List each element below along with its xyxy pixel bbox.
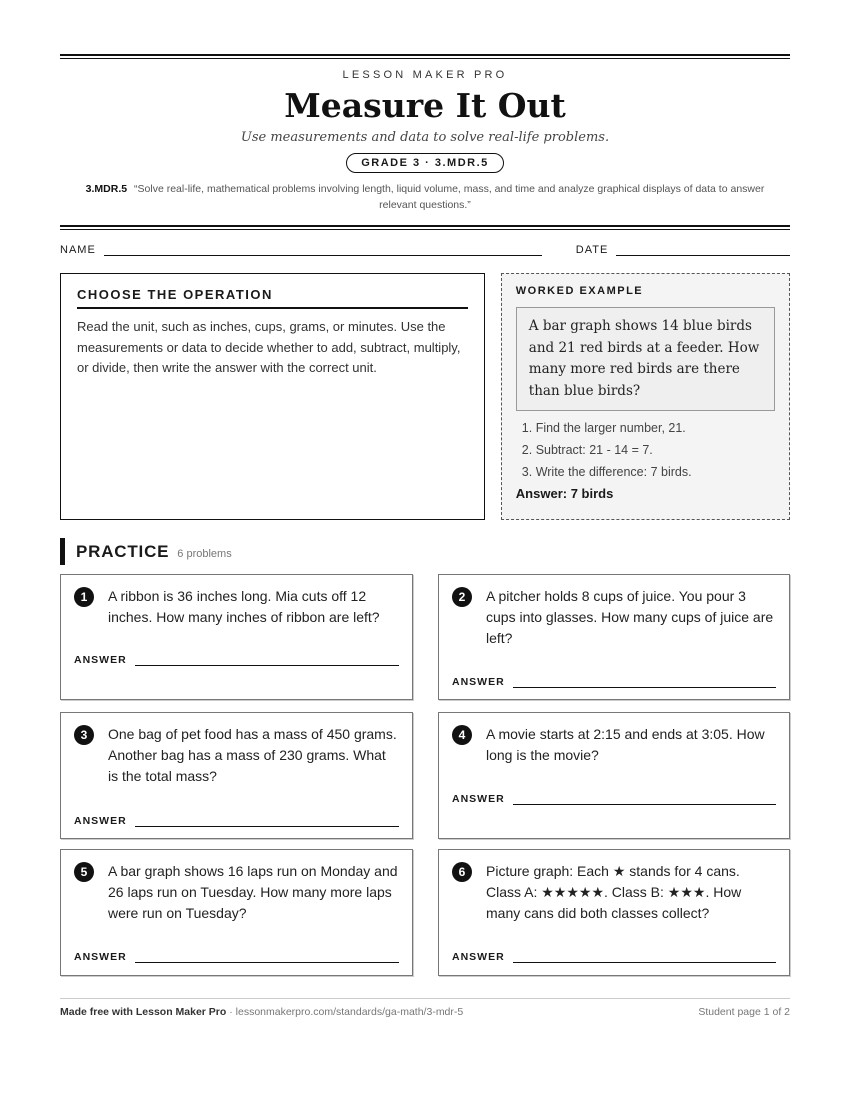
answer-line[interactable] — [513, 804, 776, 805]
answer-line[interactable] — [135, 826, 399, 827]
choose-operation-title: CHOOSE THE OPERATION — [77, 287, 468, 309]
footer-made-by: Made free with Lesson Maker Pro — [60, 1006, 227, 1018]
standard-code: 3.MDR.5 — [85, 183, 128, 195]
answer-label: ANSWER — [452, 676, 505, 688]
name-field[interactable] — [104, 255, 542, 256]
page-subtitle: Use measurements and data to solve real-life problems. — [240, 130, 610, 145]
choose-operation-text: Read the unit, such as inches, cups, grams, or minutes. Use the measurements or data to decide whether to add, subtract, multiply, or divide, then write the answer with the correct unit. — [77, 319, 461, 375]
problem-number-badge: 5 — [74, 862, 94, 882]
page-footer — [60, 998, 790, 1018]
answer-line[interactable] — [135, 962, 399, 963]
problem-card-3 — [60, 712, 413, 839]
answer-label: ANSWER — [74, 815, 127, 827]
practice-title: PRACTICE — [76, 542, 170, 561]
answer-row — [74, 951, 399, 963]
footer-page-number: Student page 1 of 2 — [698, 1006, 790, 1018]
practice-heading — [60, 538, 790, 565]
header-bottom-rule — [60, 225, 790, 230]
worked-example-box — [501, 273, 790, 520]
worked-example-title: WORKED EXAMPLE — [515, 285, 644, 297]
practice-count: 6 problems — [177, 548, 232, 560]
answer-line[interactable] — [513, 687, 776, 688]
problem-text: Picture graph: Each ★ stands for 4 cans. Class A: ★★★★★. Class B: ★★★. How many cans did both classes collect? — [486, 863, 742, 921]
standard-description — [72, 181, 778, 213]
name-label: NAME — [60, 244, 96, 256]
answer-row — [452, 793, 776, 805]
answer-line[interactable] — [513, 962, 776, 963]
date-field[interactable] — [616, 255, 790, 256]
answer-row — [74, 654, 399, 666]
answer-label: ANSWER — [452, 793, 505, 805]
brand-name: LESSON MAKER PRO — [342, 69, 508, 81]
problem-number-badge: 4 — [452, 725, 472, 745]
practice-grid — [60, 574, 790, 976]
problem-card-2 — [438, 574, 790, 700]
answer-line[interactable] — [135, 665, 399, 666]
worked-example-answer: Answer: 7 birds — [515, 486, 614, 501]
problem-text: A bar graph shows 16 laps run on Monday and 26 laps run on Tuesday. How many more laps were run on Tuesday? — [108, 863, 398, 921]
problem-number-badge: 6 — [452, 862, 472, 882]
worked-example-step: 3. Write the difference: 7 birds. — [521, 465, 692, 479]
answer-row — [74, 815, 399, 827]
problem-text: A pitcher holds 8 cups of juice. You pour 3 cups into glasses. How many cups of juice are left? — [486, 588, 774, 646]
problem-text: A ribbon is 36 inches long. Mia cuts off 12 inches. How many inches of ribbon are left? — [108, 588, 380, 625]
date-label: DATE — [575, 244, 609, 256]
grade-standard-badge: GRADE 3 · 3.MDR.5 — [346, 153, 504, 173]
standard-text: “Solve real-life, mathematical problems involving length, liquid volume, mass, and time and analyze graphical displays of data to answer relevant questions.” — [134, 183, 765, 211]
answer-row — [452, 951, 776, 963]
problem-text: One bag of pet food has a mass of 450 grams. Another bag has a mass of 230 grams. What is the total mass? — [108, 726, 397, 784]
worked-example-steps — [516, 417, 775, 483]
worked-example-question: A bar graph shows 14 blue birds and 21 red birds at a feeder. How many more red birds are there than blue birds? — [516, 307, 775, 411]
problem-card-4 — [438, 712, 790, 839]
intro-section — [60, 273, 790, 520]
footer-url[interactable]: · lessonmakerpro.com/standards/ga-math/3-mdr-5 — [226, 1006, 464, 1018]
problem-number-badge: 3 — [74, 725, 94, 745]
worksheet-header — [60, 59, 790, 213]
worked-example-step: 2. Subtract: 21 - 14 = 7. — [521, 443, 653, 457]
problem-card-1 — [60, 574, 413, 700]
answer-label: ANSWER — [74, 654, 127, 666]
footer-credit — [60, 1006, 463, 1018]
problem-text: A movie starts at 2:15 and ends at 3:05. How long is the movie? — [486, 726, 765, 763]
problem-number-badge: 1 — [74, 587, 94, 607]
worked-example-step: 1. Find the larger number, 21. — [521, 421, 686, 435]
answer-row — [452, 676, 776, 688]
problem-number-badge: 2 — [452, 587, 472, 607]
problem-card-6 — [438, 849, 790, 976]
answer-label: ANSWER — [74, 951, 127, 963]
page-title: Measure It Out — [284, 86, 566, 125]
answer-label: ANSWER — [452, 951, 505, 963]
name-date-row — [60, 244, 790, 256]
problem-card-5 — [60, 849, 413, 976]
choose-operation-box — [60, 273, 485, 520]
worksheet-page — [60, 54, 790, 976]
